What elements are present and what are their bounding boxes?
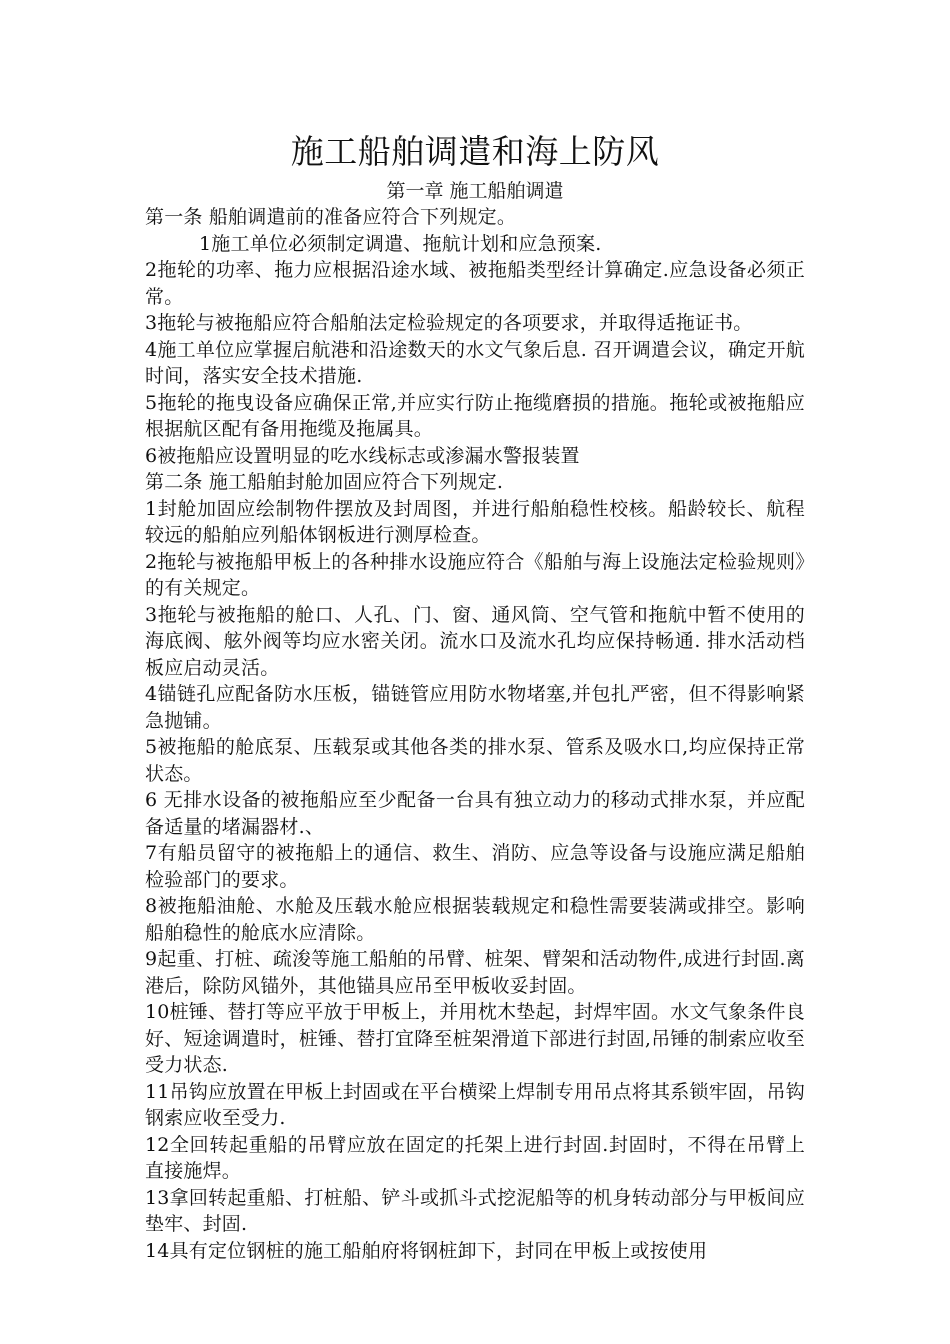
paragraph-2-9: 9起重、打桩、疏浚等施工船舶的吊臂、桩架、臂架和活动物件,成进行封固.离港后，除防风锚外，其他锚具应吊至甲板收妥封固。 xyxy=(145,948,805,997)
paragraph-1-5: 5拖轮的拖曳设备应确保正常,并应实行防止拖缆磨损的措施。拖轮或被拖船应根据航区配有备用拖缆及拖属具。 xyxy=(145,391,805,440)
chapter-heading: 第一章 施工船舶调遣 xyxy=(386,180,564,202)
paragraph-1-6: 6被拖船应设置明显的吃水线标志或渗漏水警报装置 xyxy=(145,444,580,467)
article-2-heading: 第二条 施工船舶封舱加固应符合下列规定. xyxy=(145,471,504,493)
paragraph-2-2: 2拖轮与被拖船甲板上的各种排水设施应符合《船舶与海上设施法定检验规则》的有关规定。 xyxy=(145,550,805,599)
document-page xyxy=(145,128,805,1264)
paragraph-2-13: 13拿回转起重船、打桩船、铲斗或抓斗式挖泥船等的机身转动部分与甲板间应垫牢、封固. xyxy=(145,1186,805,1235)
paragraph-2-11: 11吊钩应放置在甲板上封固或在平台横梁上焊制专用吊点将其系锁牢固，吊钩钢索应收至受力. xyxy=(145,1080,805,1129)
paragraph-2-14: 14具有定位钢桩的施工船舶府将钢桩卸下，封同在甲板上或按使用 xyxy=(145,1239,708,1262)
paragraph-2-6: 6 无排水设备的被拖船应至少配备一台具有独立动力的移动式排水泵，并应配备适量的堵漏器材.、 xyxy=(145,789,805,838)
paragraph-1-3: 3拖轮与被拖船应符合船舶法定检验规定的各项要求，并取得适拖证书。 xyxy=(145,312,753,334)
article-1-heading: 第一条 船舶调遣前的准备应符合下列规定。 xyxy=(145,206,517,228)
paragraph-1-4: 4施工单位应掌握启航港和沿途数天的水文气象后息. 召开调遣会议，确定开航时间，落实安全技术措施. xyxy=(145,338,805,387)
paragraph-1-2: 2拖轮的功率、拖力应根据沿途水域、被拖船类型经计算确定.应急设备必须正常。 xyxy=(145,259,805,308)
document-title: 施工船舶调遣和海上防风 xyxy=(290,132,660,171)
paragraph-2-5: 5被拖船的舱底泵、压载泵或其他各类的排水泵、管系及吸水口,均应保持正常状态。 xyxy=(145,736,805,785)
paragraph-2-7: 7有船员留守的被拖船上的通信、救生、消防、应急等设备与设施应满足船舶检验部门的要求。 xyxy=(145,842,805,891)
paragraph-1-1: 1施工单位必须制定调遣、拖航计划和应急预案. xyxy=(199,232,602,255)
paragraph-2-4: 4锚链孔应配备防水压板，锚链管应用防水物堵塞,并包扎严密，但不得影响紧急抛铺。 xyxy=(145,683,805,732)
paragraph-2-8: 8被拖船油舱、水舱及压载水舱应根据装载规定和稳性需要装满或排空。影响船舶稳性的舱底水应清除。 xyxy=(145,895,805,944)
paragraph-2-12: 12全回转起重船的吊臂应放在固定的托架上进行封固.封固时，不得在吊臂上直接施焊。 xyxy=(145,1133,805,1182)
paragraph-2-10: 10桩锤、替打等应平放于甲板上，并用枕木垫起，封焊牢固。水文气象条件良好、短途调遣时，桩锤、替打宜降至桩架滑道下部进行封固,吊锤的制索应收至受力状态. xyxy=(145,1001,805,1076)
paragraph-2-3: 3拖轮与被拖船的舱口、人孔、门、窗、通风筒、空气管和拖航中暂不使用的海底阀、舷外阀等均应水密关闭。流水口及流水孔均应保持畅通. 排水活动档板应启动灵活。 xyxy=(145,603,805,679)
paragraph-2-1: 1封舱加固应绘制物件摆放及封周图，并进行船舶稳性校核。船龄较长、航程较远的船舶应列船体钢板进行测厚检查。 xyxy=(145,497,805,546)
